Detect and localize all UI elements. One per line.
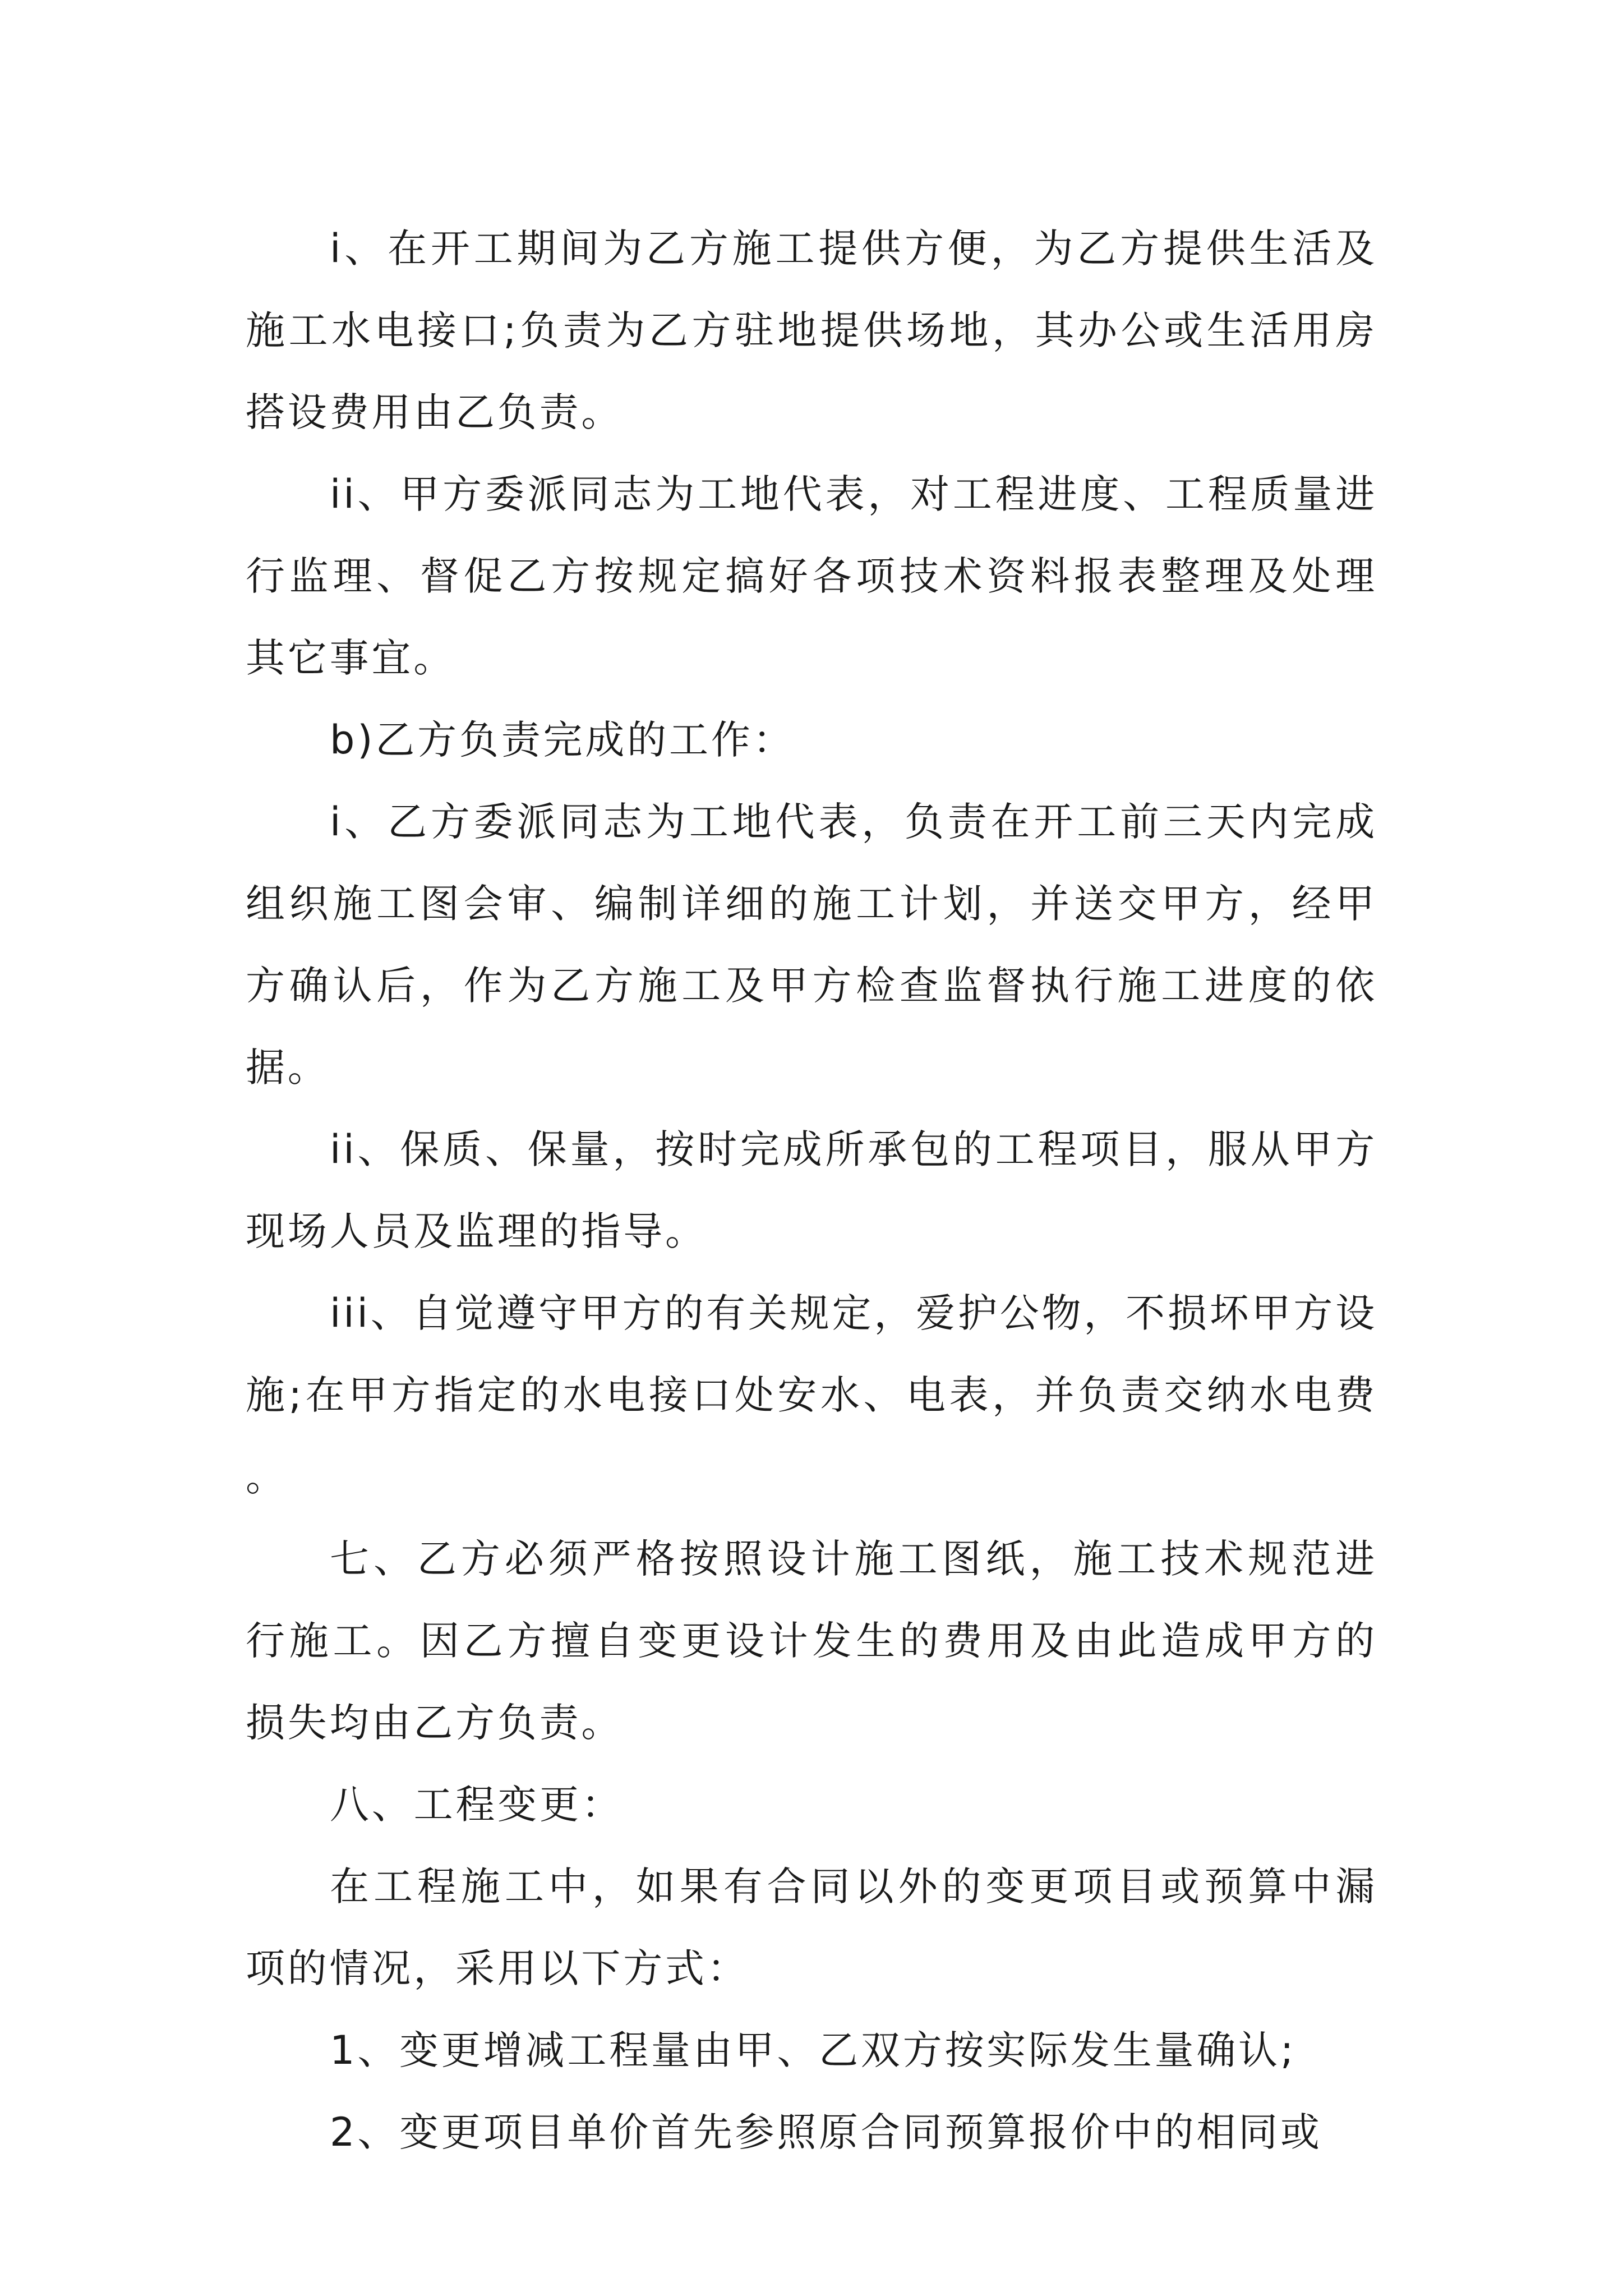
paragraph-clause-seven: 七、乙方必须严格按照设计施工图纸，施工技术规范进行施工。因乙方擅自变更设计发生的费用及由此造成甲方的损失均由乙方负责。 <box>246 1536 1377 1746</box>
document-body <box>246 208 1377 2173</box>
paragraph-change-intro: 在工程施工中，如果有合同以外的变更项目或预算中漏项的情况，采用以下方式： <box>246 1864 1377 1991</box>
paragraph-party-b-duty-i: i、乙方委派同志为工地代表，负责在开工前三天内完成组织施工图会审、编制详细的施工计划，并送交甲方，经甲方确认后，作为乙方施工及甲方检查监督执行施工进度的依据。 <box>246 799 1377 1091</box>
paragraph-change-item-2: 2、变更项目单价首先参照原合同预算报价中的相同或 <box>330 2109 1322 2155</box>
paragraph-party-b-heading: b)乙方负责完成的工作： <box>330 717 795 763</box>
paragraph-party-a-duty-i: i、在开工期间为乙方施工提供方便，为乙方提供生活及施工水电接口;负责为乙方驻地提供场地，其办公或生活用房搭设费用由乙负责。 <box>246 226 1377 435</box>
paragraph-clause-eight-heading: 八、工程变更： <box>330 1782 624 1828</box>
paragraph-party-b-duty-ii: ii、保质、保量，按时完成所承包的工程项目，服从甲方现场人员及监理的指导。 <box>246 1126 1377 1254</box>
paragraph-party-b-duty-iii: iii、自觉遵守甲方的有关规定，爱护公物，不损坏甲方设施;在甲方指定的水电接口处安水、电表，并负责交纳水电费。 <box>246 1290 1377 1500</box>
paragraph-party-a-duty-ii: ii、甲方委派同志为工地代表，对工程进度、工程质量进行监理、督促乙方按规定搞好各项技术资料报表整理及处理其它事宜。 <box>246 471 1377 681</box>
paragraph-change-item-1: 1、变更增减工程量由甲、乙双方按实际发生量确认; <box>330 2027 1297 2073</box>
